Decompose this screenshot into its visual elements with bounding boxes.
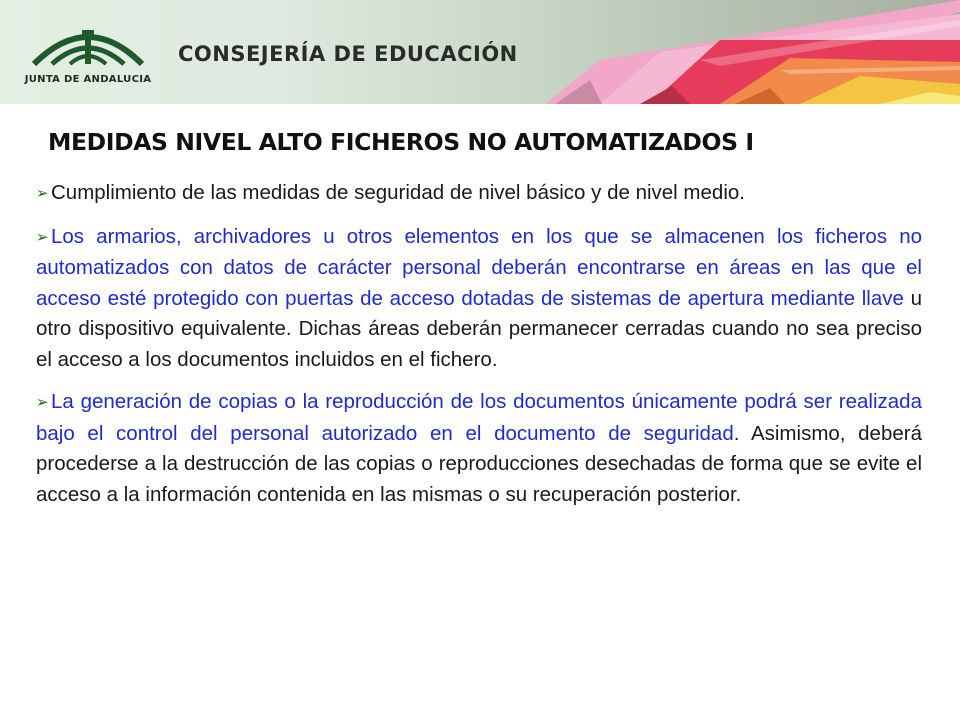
department-name: CONSEJERÍA DE EDUCACIÓN — [178, 42, 518, 66]
bullet-item-1 — [36, 178, 922, 210]
bullet-text: . Asimismo, deberá procederse a la destrucción de las copias o reproducciones desechadas de forma que se evite el acceso a la información contenida en las mismas o su recuperación posterior. — [36, 421, 922, 506]
slide-title: MEDIDAS NIVEL ALTO FICHEROS NO AUTOMATIZADOS I — [48, 128, 754, 156]
andalucia-arches-icon — [30, 20, 146, 72]
bullet-item-2 — [36, 222, 922, 376]
arrow-bullet-icon: ➢ — [36, 394, 49, 411]
bullet-text: u otro dispositivo equivalente. Dichas áreas deberán permanecer cerradas cuando no sea preciso el acceso a los documentos incluidos en el fichero. — [36, 286, 922, 371]
bullet-item-3 — [36, 387, 922, 510]
arrow-bullet-icon: ➢ — [36, 185, 49, 202]
bullet-text: Cumplimiento de las medidas de seguridad de nivel básico y de nivel medio. — [51, 181, 745, 204]
bullet-highlight-text: La generación de copias o la reproducción de los documentos únicamente podrá ser realizada bajo el control del personal autorizado en el documento de seguridad — [36, 390, 922, 445]
slide-header — [0, 0, 960, 104]
arrow-bullet-icon: ➢ — [36, 228, 49, 246]
junta-de-andalucia-logo — [18, 14, 158, 94]
bullet-highlight-text: Los armarios, archivadores u otros elementos en los que se almacenen los ficheros no automatizados con datos de carácter personal deberán encontrarse en áreas en las que el acceso esté protegido con puertas de acceso dotadas de sistemas de apertura mediante llave — [36, 224, 922, 310]
slide-body — [36, 178, 922, 522]
logo-text: JUNTA DE ANDALUCIA — [24, 74, 152, 85]
